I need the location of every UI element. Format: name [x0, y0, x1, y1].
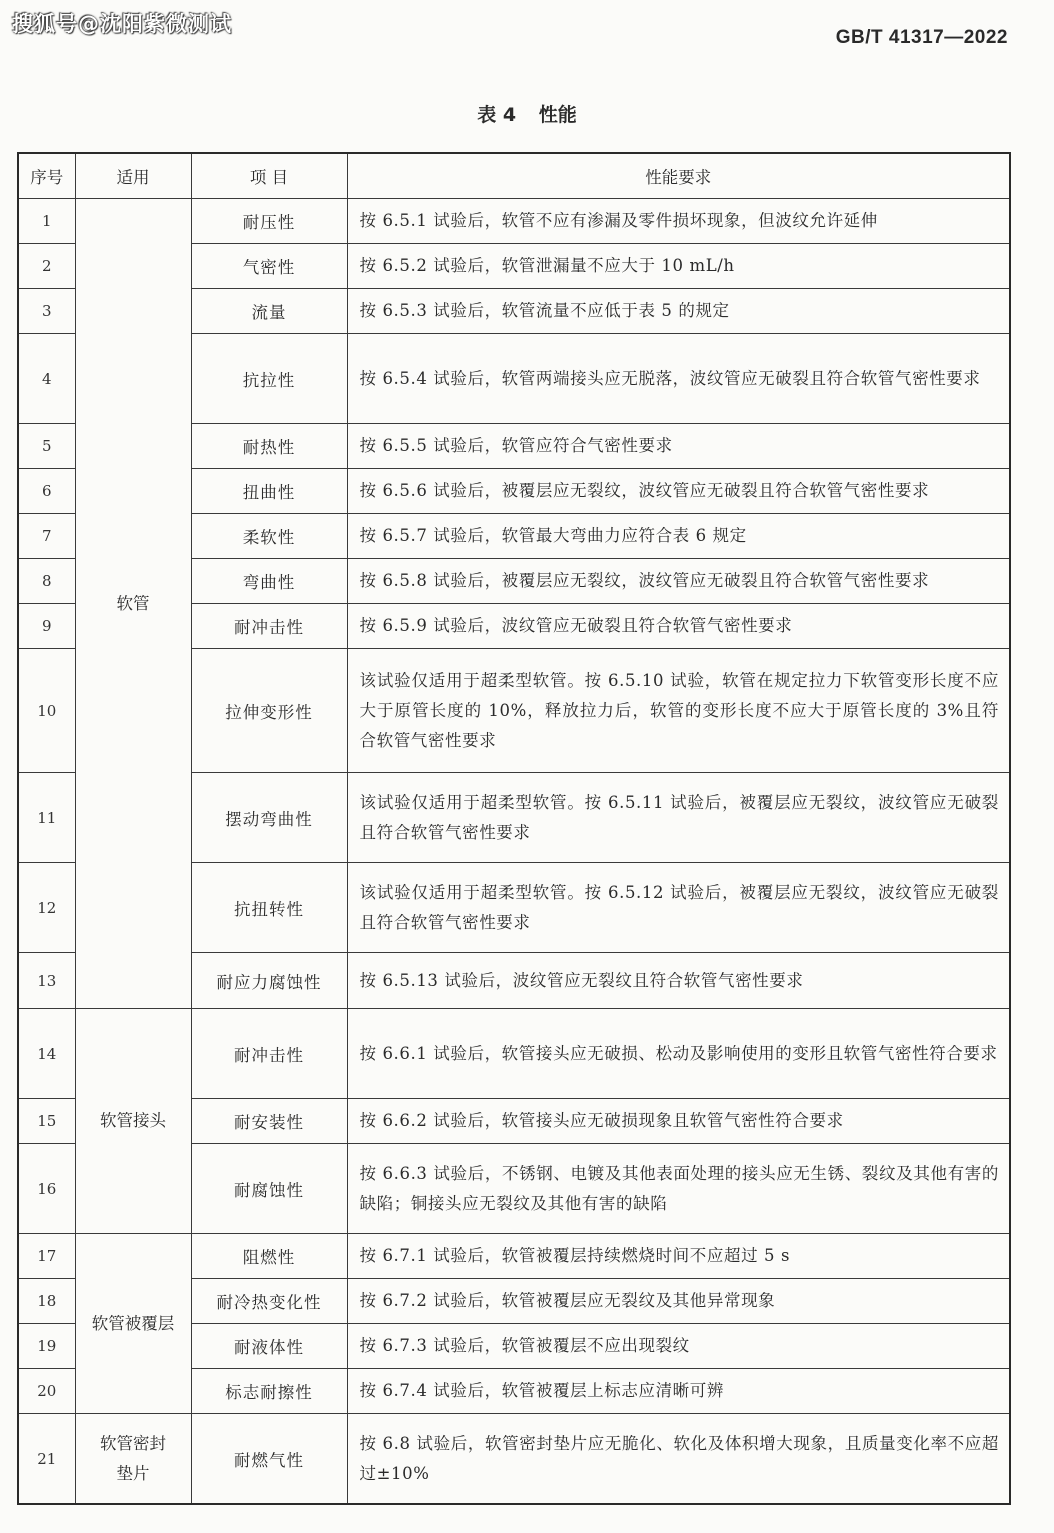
table-row	[18, 1009, 1010, 1099]
row-number: 10	[18, 649, 75, 773]
table-title-name: 性能	[538, 104, 577, 126]
requirement-cell: 按 6.6.2 试验后，软管接头应无破损现象且软管气密性符合要求	[347, 1099, 1010, 1144]
row-number: 4	[18, 334, 75, 424]
performance-table	[17, 152, 1011, 1505]
requirement-cell: 按 6.5.3 试验后，软管流量不应低于表 5 的规定	[347, 289, 1010, 334]
requirement-cell: 按 6.7.3 试验后，软管被覆层不应出现裂纹	[347, 1324, 1010, 1369]
item-cell: 阻燃性	[191, 1234, 347, 1279]
item-cell: 弯曲性	[191, 559, 347, 604]
item-cell: 耐安装性	[191, 1099, 347, 1144]
item-cell: 耐热性	[191, 424, 347, 469]
table-row	[18, 1234, 1010, 1279]
scope-label: 软管	[116, 593, 150, 613]
requirement-cell: 按 6.5.5 试验后，软管应符合气密性要求	[347, 424, 1010, 469]
item-cell: 耐冲击性	[191, 1009, 347, 1099]
requirement-cell: 按 6.5.1 试验后，软管不应有渗漏及零件损坏现象，但波纹允许延伸	[347, 199, 1010, 244]
requirement-cell: 按 6.5.4 试验后，软管两端接头应无脱落，波纹管应无破裂且符合软管气密性要求	[347, 334, 1010, 424]
row-number: 7	[18, 514, 75, 559]
header-item: 项 目	[191, 153, 347, 199]
row-number: 6	[18, 469, 75, 514]
item-cell: 耐腐蚀性	[191, 1144, 347, 1234]
scope-label: 软管被覆层	[91, 1313, 175, 1333]
row-number: 19	[18, 1324, 75, 1369]
table-header-row	[18, 153, 1010, 199]
item-cell: 耐燃气性	[191, 1414, 347, 1505]
requirement-cell: 按 6.5.6 试验后，被覆层应无裂纹，波纹管应无破裂且符合软管气密性要求	[347, 469, 1010, 514]
table-row	[18, 199, 1010, 244]
row-number: 11	[18, 773, 75, 863]
item-cell: 耐应力腐蚀性	[191, 953, 347, 1009]
row-number: 1	[18, 199, 75, 244]
table-row	[18, 1414, 1010, 1505]
row-number: 20	[18, 1369, 75, 1414]
standard-number: GB/T 41317—2022	[835, 27, 1008, 48]
row-number: 3	[18, 289, 75, 334]
item-cell: 柔软性	[191, 514, 347, 559]
row-number: 21	[18, 1414, 75, 1505]
table-title-label: 表 4	[477, 104, 517, 126]
header-no: 序号	[18, 153, 75, 199]
scope-cell	[75, 1009, 191, 1234]
item-cell: 标志耐擦性	[191, 1369, 347, 1414]
item-cell: 扭曲性	[191, 469, 347, 514]
requirement-cell: 按 6.5.2 试验后，软管泄漏量不应大于 10 mL/h	[347, 244, 1010, 289]
item-cell: 流量	[191, 289, 347, 334]
item-cell: 耐冲击性	[191, 604, 347, 649]
requirement-cell: 按 6.7.4 试验后，软管被覆层上标志应清晰可辨	[347, 1369, 1010, 1414]
row-number: 2	[18, 244, 75, 289]
row-number: 12	[18, 863, 75, 953]
item-cell: 气密性	[191, 244, 347, 289]
requirement-cell: 按 6.5.9 试验后，波纹管应无破裂且符合软管气密性要求	[347, 604, 1010, 649]
item-cell: 摆动弯曲性	[191, 773, 347, 863]
requirement-cell: 按 6.8 试验后，软管密封垫片应无脆化、软化及体积增大现象，且质量变化率不应超过±10%	[347, 1414, 1010, 1505]
item-cell: 抗扭转性	[191, 863, 347, 953]
row-number: 18	[18, 1279, 75, 1324]
scope-cell	[75, 1414, 191, 1505]
requirement-cell: 按 6.5.8 试验后，被覆层应无裂纹，波纹管应无破裂且符合软管气密性要求	[347, 559, 1010, 604]
row-number: 9	[18, 604, 75, 649]
requirement-cell: 该试验仅适用于超柔型软管。按 6.5.10 试验，软管在规定拉力下软管变形长度不应大于原管长度的 10%，释放拉力后，软管的变形长度不应大于原管长度的 3%且符合软管气密性要求	[347, 649, 1010, 773]
header-requirement: 性能要求	[347, 153, 1010, 199]
table-title	[0, 100, 1054, 127]
row-number: 13	[18, 953, 75, 1009]
item-cell: 抗拉性	[191, 334, 347, 424]
item-cell: 耐压性	[191, 199, 347, 244]
requirement-cell: 按 6.5.13 试验后，波纹管应无裂纹且符合软管气密性要求	[347, 953, 1010, 1009]
requirement-cell: 按 6.6.3 试验后，不锈钢、电镀及其他表面处理的接头应无生锈、裂纹及其他有害的缺陷；铜接头应无裂纹及其他有害的缺陷	[347, 1144, 1010, 1234]
item-cell: 耐液体性	[191, 1324, 347, 1369]
row-number: 5	[18, 424, 75, 469]
item-cell: 耐冷热变化性	[191, 1279, 347, 1324]
requirement-cell: 按 6.7.1 试验后，软管被覆层持续燃烧时间不应超过 5 s	[347, 1234, 1010, 1279]
requirement-cell: 按 6.7.2 试验后，软管被覆层应无裂纹及其他异常现象	[347, 1279, 1010, 1324]
header-scope: 适用	[75, 153, 191, 199]
watermark: 搜狐号@沈阳紫微测试	[12, 12, 232, 36]
requirement-cell: 该试验仅适用于超柔型软管。按 6.5.12 试验后，被覆层应无裂纹，波纹管应无破裂且符合软管气密性要求	[347, 863, 1010, 953]
row-number: 8	[18, 559, 75, 604]
scope-cell	[75, 1234, 191, 1414]
row-number: 17	[18, 1234, 75, 1279]
requirement-cell: 该试验仅适用于超柔型软管。按 6.5.11 试验后，被覆层应无裂纹，波纹管应无破裂且符合软管气密性要求	[347, 773, 1010, 863]
requirement-cell: 按 6.6.1 试验后，软管接头应无破损、松动及影响使用的变形且软管气密性符合要求	[347, 1009, 1010, 1099]
scope-label: 软管接头	[100, 1111, 166, 1130]
scope-cell	[75, 199, 191, 1009]
row-number: 14	[18, 1009, 75, 1099]
requirement-cell: 按 6.5.7 试验后，软管最大弯曲力应符合表 6 规定	[347, 514, 1010, 559]
scope-label: 软管密封垫片	[100, 1433, 166, 1483]
item-cell: 拉伸变形性	[191, 649, 347, 773]
row-number: 16	[18, 1144, 75, 1234]
row-number: 15	[18, 1099, 75, 1144]
